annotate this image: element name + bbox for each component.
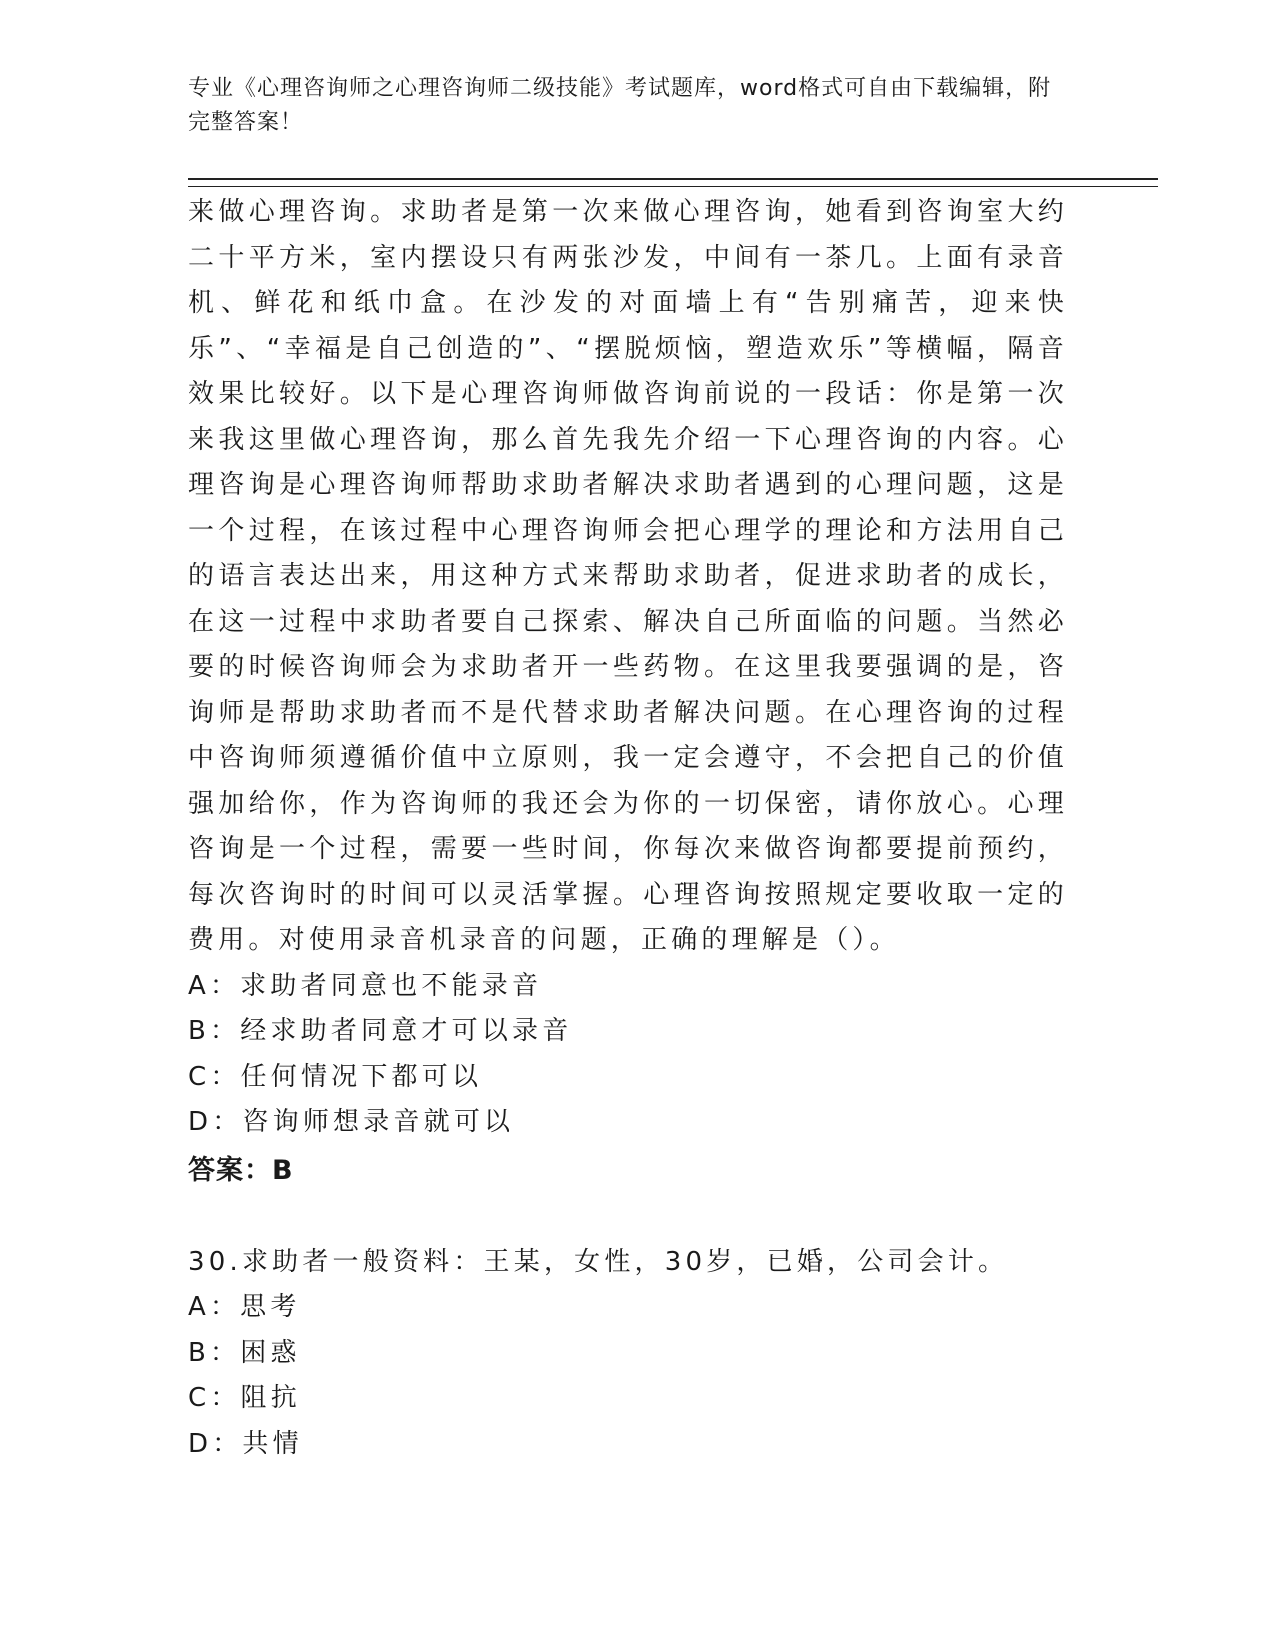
- option-b: B：困惑: [188, 1337, 301, 1368]
- option-a: A：求助者同意也不能录音: [188, 970, 543, 1001]
- question-29: [188, 190, 1068, 1194]
- question-29-answer: 答案：B: [188, 1154, 294, 1186]
- header-divider: [188, 178, 1158, 187]
- option-a: A：思考: [188, 1292, 301, 1322]
- option-c: C：任何情况下都可以: [188, 1061, 483, 1092]
- document-body: [188, 190, 1068, 1467]
- option-b: B：经求助者同意才可以录音: [188, 1016, 573, 1046]
- question-30-options: [188, 1285, 1068, 1467]
- option-d: D：咨询师想录音就可以: [188, 1107, 515, 1137]
- document-title: 专业《心理咨询师之心理咨询师二级技能》考试题库，word格式可自由下载编辑，附完整答案！: [188, 76, 1052, 135]
- question-29-options: [188, 964, 1068, 1146]
- option-d: D：共情: [188, 1428, 303, 1459]
- question-30-text: 30.求助者一般资料：王某，女性，30岁，已婚，公司会计。: [188, 1246, 1009, 1277]
- page-header: [188, 72, 1068, 140]
- question-29-text: 来做心理咨询。求助者是第一次来做心理咨询，她看到咨询室大约二十平方米，室内摆设只有两张沙发，中间有一茶几。上面有录音机、鲜花和纸巾盒。在沙发的对面墙上有“告别痛苦，迎来快乐”、“幸福是自己创造的”、“摆脱烦恼，塑造欢乐”等横幅，隔音效果比较好。以下是心理咨询师做咨询前说的一段话：你是第一次来我这里做心理咨询，那么首先我先介绍一下心理咨询的内容。心理咨询是心理咨询师帮助求助者解决求助者遇到的心理问题，这是一个过程，在该过程中心理咨询师会把心理学的理论和方法用自己的语言表达出来，用这种方式来帮助求助者，促进求助者的成长，在这一过程中求助者要自己探索、解决自己所面临的问题。当然必要的时候咨询师会为求助者开一些药物。在这里我要强调的是，咨询师是帮助求助者而不是代替求助者解决问题。在心理咨询的过程中咨询师须遵循价值中立原则，我一定会遵守，不会把自己的价值强加给你，作为咨询师的我还会为你的一切保密，请你放心。心理咨询是一个过程，需要一些时间，你每次来做咨询都要提前预约，每次咨询时的时间可以灵活掌握。心理咨询按照规定要收取一定的费用。对使用录音机录音的问题，正确的理解是（）。: [188, 197, 1068, 955]
- question-30: [188, 1240, 1068, 1468]
- option-c: C：阻抗: [188, 1383, 301, 1413]
